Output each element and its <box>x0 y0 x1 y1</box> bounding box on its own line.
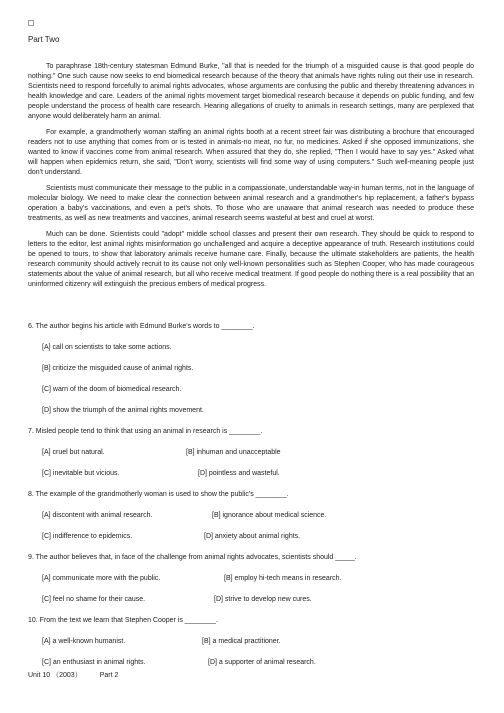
option-a: [A] call on scientists to take some actions. <box>42 344 172 351</box>
option-a: [A] cruel but natural. <box>42 449 105 456</box>
page-corner-mark <box>28 20 34 26</box>
option-a: [A] discontent with animal research. <box>42 512 153 519</box>
passage-paragraph-1: To paraphrase 18th-century statesman Edmund Burke, "all that is needed for the triumph of a misguided cause is that good people do nothing." One such cause now seeks to end biomedical research because of the theory that animals have rights ruling out their use in research. Scientists need to respond forcefully to animal rights advocates, whose arguments are confusing the public and thereby threatening advances in health knowledge and care. Leaders of the animal rights movement target biomedical research because it depends on public funding, and few people understand the process of health care research. Hearing allegations of cruelty to animals in research settings, many are perplexed that anyone would deliberately harm an animal. <box>28 63 474 120</box>
option-d: [D] a supporter of animal research. <box>208 659 316 666</box>
question-7 <box>28 427 474 479</box>
option-c: [C] inevitable but vicious. <box>42 470 120 477</box>
option-b: [B] ignorance about medical science. <box>212 512 327 519</box>
passage <box>28 62 474 296</box>
question-9 <box>28 553 474 605</box>
question-stem: 10. From the text we learn that Stephen Cooper is ________. <box>28 617 218 624</box>
option-b: [B] employ hi-tech means in research. <box>224 575 342 582</box>
footer-part: Part 2 <box>99 672 119 679</box>
option-c: [C] feel no shame for their cause. <box>42 596 146 603</box>
option-row <box>42 532 474 542</box>
question-10 <box>28 616 474 668</box>
question-list <box>28 322 474 679</box>
option-row <box>42 574 474 584</box>
option-c: [C] indifference to epidemics. <box>42 533 133 540</box>
option-b: [B] criticize the misguided cause of animal rights. <box>42 365 194 372</box>
option-a: [A] a well-known humanist. <box>42 638 126 645</box>
option-row <box>42 511 474 521</box>
option-d: [D] pointless and wasteful. <box>198 470 280 477</box>
option-row <box>42 637 474 647</box>
option-c: [C] an enthusiast in animal rights. <box>42 659 146 666</box>
option-b: [B] inhuman and unacceptable <box>186 449 281 456</box>
option-a: [A] communicate more with the public. <box>42 575 161 582</box>
passage-paragraph-3: Scientists must communicate their message to the public in a compassionate, understandable way-in human terms, not in the language of molecular biology. We need to make clear the connection between animal research and a grandmother's hip replacement, a father's bypass operation a baby's vaccinations, and even a pet's shots. To those who are unaware that animal research was needed to produce these treatments, as well as new treatments and vaccines, animal research seems wasteful at best and cruel at worst. <box>28 185 474 222</box>
question-stem: 6. The author begins his article with Edmund Burke's words to ________. <box>28 323 255 330</box>
option-d: [D] anxiety about animal rights. <box>204 533 301 540</box>
question-6 <box>28 322 474 416</box>
option-c: [C] warn of the doom of biomedical research. <box>42 386 182 393</box>
option-row <box>42 448 474 458</box>
page-footer <box>28 671 136 681</box>
question-8 <box>28 490 474 542</box>
passage-paragraph-4: Much can be done. Scientists could "adopt" middle school classes and present their own research. They should be quick to respond to letters to the editor, lest animal rights misinformation go unchallenged and acquire a deceptive appearance of truth. Research institutions could be opened to tours, to show that laboratory animals receive humane care. Finally, because the ultimate stakeholders are patients, the health research community should actively recruit to its cause not only well-known personalities such as Stephen Cooper, who has made courageous statements about the value of animal research, but all who receive medical treatment. If good people do nothing there is a real possibility that an uninformed citizenry will extinguish the precious embers of medical progress. <box>28 231 474 288</box>
option-row <box>42 469 474 479</box>
option-row <box>42 658 474 668</box>
section-heading: Part Two <box>28 35 60 44</box>
option-d: [D] show the triumph of the animal rights movement. <box>42 407 204 414</box>
question-stem: 7. Misled people tend to think that using an animal in research is ________. <box>28 428 263 435</box>
option-b: [B] a medical practitioner. <box>202 638 281 645</box>
option-d: [D] strive to develop new cures. <box>214 596 312 603</box>
footer-unit: Unit 10 （2003） <box>28 672 82 679</box>
option-row <box>42 595 474 605</box>
question-stem: 8. The example of the grandmotherly woman is used to show the public's ________. <box>28 491 289 498</box>
passage-paragraph-2: For example, a grandmotherly woman staffing an animal rights booth at a recent street fair was distributing a brochure that encouraged readers not to use anything that comes from or is tested in animals-no meat, no fur, no medicines. Asked if she opposed immunizations, she wanted to know if vaccines come from animal research. When assured that they do, she replied, "Then I would have to say yes." Asked what will happen when epidemics return, she said, "Don't worry, scientists will find some way of using computers." Such well-meaning people just don't understand. <box>28 129 474 176</box>
question-stem: 9. The author believes that, in face of the challenge from animal rights advocates, scientists should _____. <box>28 554 357 561</box>
